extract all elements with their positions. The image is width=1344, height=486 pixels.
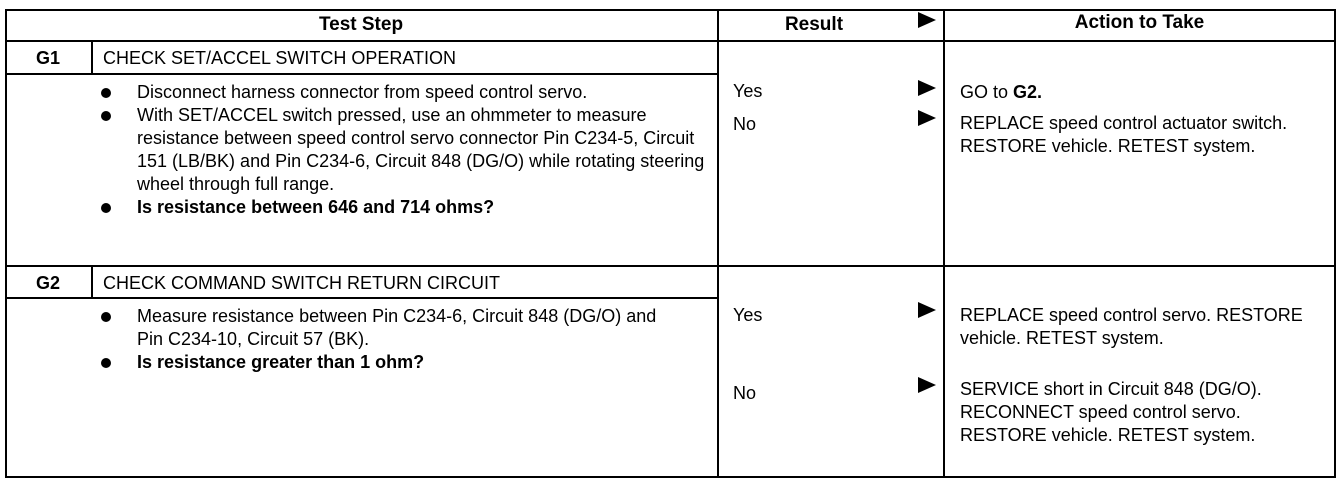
step-divider	[5, 265, 1336, 267]
arrow-icon	[918, 110, 936, 126]
g2-instructions	[97, 305, 667, 374]
action-prefix: GO to	[960, 82, 1014, 102]
step-id: G1	[35, 48, 60, 68]
action-text	[960, 81, 1332, 104]
header-test-step: Test Step	[318, 14, 404, 35]
header-divider	[5, 40, 1336, 42]
action-text: SERVICE short in Circuit 848 (DG/O). RECONNECT speed control servo. RESTORE vehicle. RETEST system.	[960, 379, 1262, 445]
action-target-step: G2.	[1013, 82, 1043, 102]
g1-instructions	[97, 81, 707, 219]
g1-title-divider	[5, 73, 719, 75]
instruction-item: With SET/ACCEL switch pressed, use an ohmmeter to measure resistance between speed control servo connector Pin C234-5, Circuit 151 (LB/BK) and Pin C234-6, Circuit 848 (DG/O) while rotating steering wheel through full range.	[97, 104, 707, 196]
result-no: No	[733, 114, 757, 134]
action-column-divider	[943, 9, 945, 478]
arrow-icon	[918, 80, 936, 96]
header-result: Result	[784, 14, 844, 35]
g2-title-divider	[5, 297, 719, 299]
arrow-icon	[918, 377, 936, 393]
instruction-item: Measure resistance between Pin C234-6, Circuit 848 (DG/O) and Pin C234-10, Circuit 57 (BK).	[97, 305, 667, 351]
action-text: REPLACE speed control actuator switch. RESTORE vehicle. RETEST system.	[960, 113, 1288, 156]
instruction-item: Disconnect harness connector from speed control servo.	[97, 81, 707, 104]
arrow-icon	[918, 302, 936, 318]
header-arrow-icon	[918, 12, 936, 28]
header-action: Action to Take	[1074, 12, 1205, 33]
g1-id-divider	[91, 40, 93, 74]
instruction-question: Is resistance between 646 and 714 ohms?	[97, 196, 707, 219]
result-no: No	[733, 383, 757, 403]
step-id: G2	[35, 273, 60, 293]
result-yes: Yes	[733, 81, 763, 101]
action-text: REPLACE speed control servo. RESTORE vehicle. RETEST system.	[960, 305, 1303, 348]
result-column-divider	[717, 9, 719, 478]
step-title: CHECK SET/ACCEL SWITCH OPERATION	[103, 48, 457, 68]
instruction-question: Is resistance greater than 1 ohm?	[97, 351, 667, 374]
step-title: CHECK COMMAND SWITCH RETURN CIRCUIT	[103, 273, 500, 293]
g2-id-divider	[91, 265, 93, 299]
result-yes: Yes	[733, 305, 763, 325]
